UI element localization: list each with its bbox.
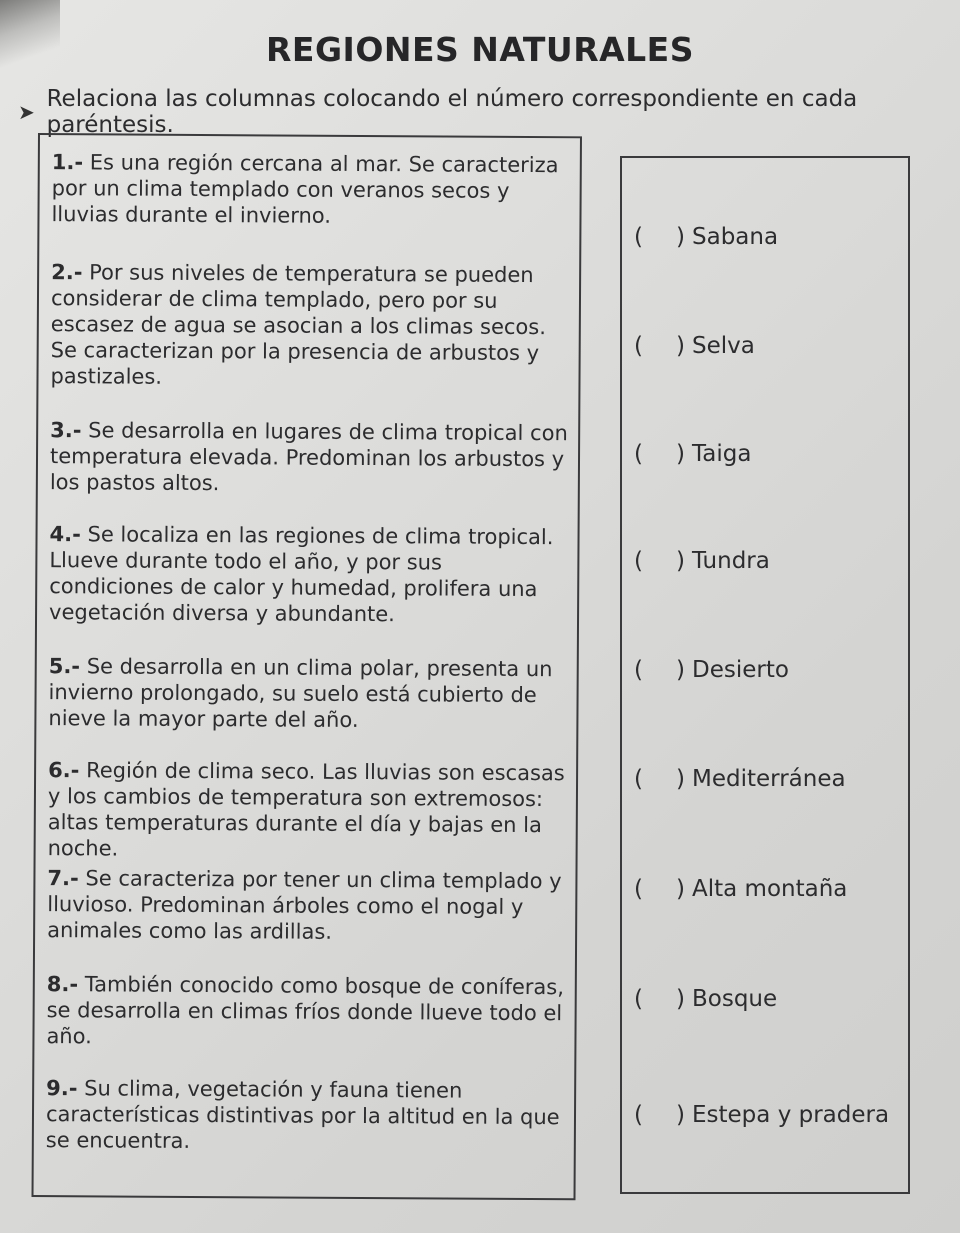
- option-label: Selva: [692, 333, 755, 359]
- answer-blank-open[interactable]: (: [634, 876, 643, 902]
- option-label: Desierto: [692, 657, 789, 683]
- option-label: Sabana: [692, 224, 779, 250]
- option-item: [634, 986, 904, 1012]
- answer-blank-close: ): [676, 333, 685, 359]
- answer-blank-close: ): [676, 986, 685, 1012]
- option-item: [634, 657, 904, 683]
- item-text: También conocido como bosque de coníferas, se desarrolla en climas fríos donde llueve todo el año.: [46, 972, 565, 1049]
- answer-blank-close: ): [676, 224, 685, 250]
- answer-blank-open[interactable]: (: [634, 766, 643, 792]
- item-number: 8.-: [46, 972, 79, 997]
- option-label: Taiga: [692, 441, 752, 467]
- description-item: [50, 417, 570, 498]
- option-item: [634, 548, 904, 574]
- description-item: [46, 1075, 566, 1156]
- answer-blank-open[interactable]: (: [634, 986, 643, 1012]
- answer-blank-open[interactable]: (: [634, 333, 643, 359]
- option-item: [634, 1102, 904, 1128]
- option-label: Bosque: [692, 986, 778, 1012]
- option-label: Estepa y pradera: [692, 1102, 890, 1128]
- item-text: Por sus niveles de temperatura se pueden considerar de clima templado, pero por su escasez de agua se asocian a los climas secos. Se caracterizan por la presencia de arbustos y pastizales.: [50, 260, 547, 389]
- item-text: Se caracteriza por tener un clima templado y lluvioso. Predominan árboles como el nogal y animales como las ardillas.: [47, 866, 562, 944]
- item-text: Es una región cercana al mar. Se caracteriza por un clima templado con veranos secos y lluvias durante el invierno.: [51, 150, 559, 228]
- page-title: REGIONES NATURALES: [266, 30, 694, 69]
- item-number: 1.-: [51, 150, 84, 175]
- answer-blank-close: ): [676, 548, 685, 574]
- description-item: [46, 971, 566, 1052]
- item-number: 5.-: [48, 654, 81, 679]
- item-number: 6.-: [48, 758, 80, 783]
- answer-blank-close: ): [676, 441, 685, 467]
- item-text: Región de clima seco. Las lluvias son escasas y los cambios de temperatura son extremosos: altas temperaturas durante el día y bajas en la noche.: [47, 758, 565, 861]
- option-label: Mediterránea: [692, 766, 846, 792]
- description-item: [50, 259, 571, 392]
- item-number: 3.-: [50, 418, 82, 443]
- item-number: 7.-: [47, 866, 79, 891]
- item-text: Se desarrolla en lugares de clima tropical con temperatura elevada. Predominan los arbustos y los pastos altos.: [49, 418, 568, 496]
- descriptions-column: [32, 133, 582, 1200]
- description-item: [48, 757, 569, 864]
- answer-blank-open[interactable]: (: [634, 657, 643, 683]
- item-text: Su clima, vegetación y fauna tienen características distintivas por la altitud en la que se encuentra.: [45, 1076, 560, 1153]
- answer-blank-open[interactable]: (: [634, 441, 643, 467]
- description-item: [48, 653, 568, 734]
- item-text: Se localiza en las regiones de clima tropical. Llueve durante todo el año, y por sus condiciones de calor y humedad, prolifera una vegetación diversa y abundante.: [49, 522, 554, 627]
- option-item: [634, 876, 904, 902]
- option-item: [634, 766, 904, 792]
- option-item: [634, 333, 904, 359]
- instruction: [18, 86, 948, 138]
- description-item: [47, 865, 567, 946]
- options-column: [620, 156, 910, 1194]
- option-item: [634, 441, 904, 467]
- item-number: 4.-: [49, 522, 81, 547]
- description-item: [51, 149, 571, 230]
- answer-blank-close: ): [676, 1102, 685, 1128]
- description-item: [49, 521, 570, 628]
- arrow-bullet-icon: ➤: [18, 100, 35, 124]
- item-number: 9.-: [46, 1076, 78, 1101]
- item-number: 2.-: [51, 260, 83, 285]
- option-label: Tundra: [692, 548, 770, 574]
- answer-blank-open[interactable]: (: [634, 548, 643, 574]
- instruction-text: Relaciona las columnas colocando el número correspondiente en cada paréntesis.: [46, 86, 858, 138]
- option-label: Alta montaña: [692, 876, 848, 902]
- answer-blank-open[interactable]: (: [634, 224, 643, 250]
- answer-blank-close: ): [676, 766, 685, 792]
- answer-blank-close: ): [676, 657, 685, 683]
- answer-blank-open[interactable]: (: [634, 1102, 643, 1128]
- answer-blank-close: ): [676, 876, 685, 902]
- item-text: Se desarrolla en un clima polar, presenta un invierno prolongado, su suelo está cubierto de nieve la mayor parte del año.: [48, 654, 553, 732]
- option-item: [634, 224, 904, 250]
